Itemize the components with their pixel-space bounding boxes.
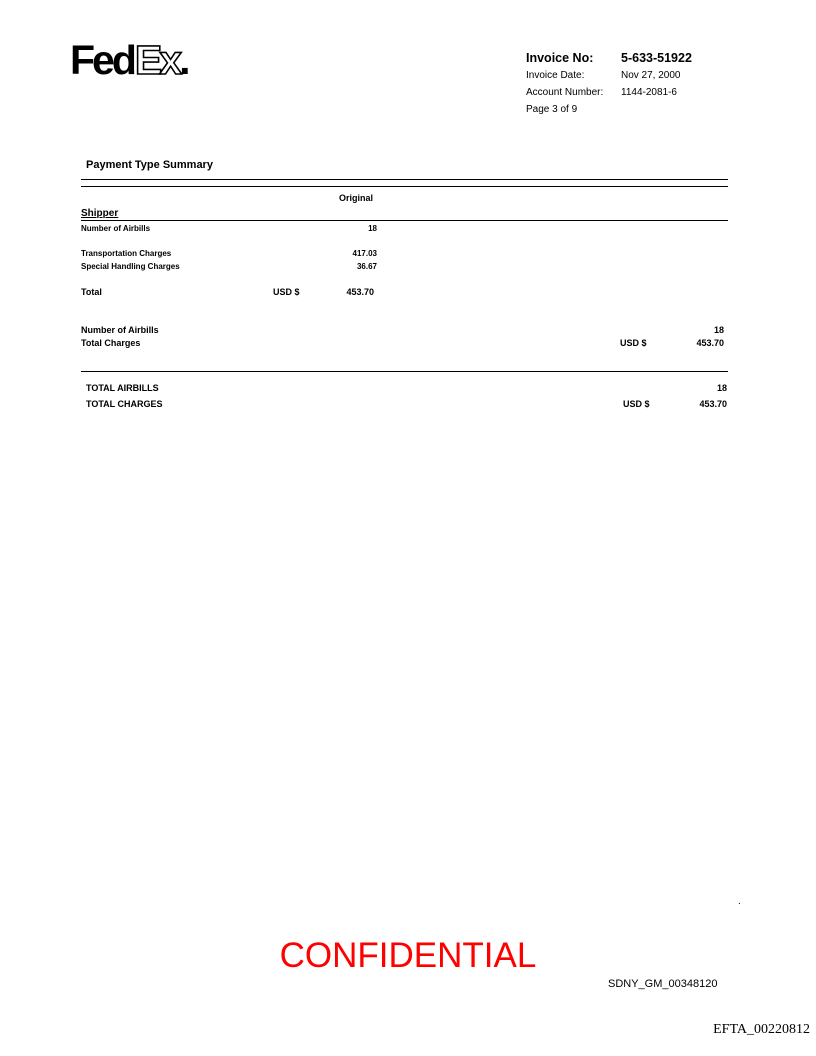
divider: [81, 186, 728, 187]
divider: [81, 220, 728, 221]
invoice-date-label: Invoice Date:: [526, 70, 585, 81]
invoice-no-value: 5-633-51922: [621, 51, 692, 65]
grand-total-charges-label: TOTAL CHARGES: [86, 399, 163, 409]
fedex-logo: [70, 37, 191, 83]
confidential-stamp: CONFIDENTIAL: [279, 936, 537, 975]
account-number-value: 1144-2081-6: [621, 87, 677, 98]
account-number-label: Account Number:: [526, 87, 604, 98]
logo-dot: .: [179, 37, 191, 83]
stray-dot: .: [738, 896, 741, 907]
column-header-original: Original: [339, 193, 374, 203]
total-charges-label: Total Charges: [81, 338, 141, 348]
divider: [81, 179, 728, 180]
shipper-num-airbills-label: Number of Airbills: [81, 224, 151, 233]
special-handling-value: 36.67: [356, 262, 377, 271]
transportation-charges-value: 417.03: [352, 249, 377, 258]
num-airbills-value: 18: [713, 325, 724, 335]
invoice-date-value: Nov 27, 2000: [621, 70, 681, 81]
grand-total-charges-value: 453.70: [699, 399, 727, 409]
logo-fed-text: Fed: [70, 37, 134, 83]
special-handling-label: Special Handling Charges: [81, 262, 180, 271]
divider: [81, 371, 728, 372]
shipper-total-value: 453.70: [346, 287, 374, 297]
num-airbills-label: Number of Airbills: [81, 325, 159, 335]
grand-total-airbills-label: TOTAL AIRBILLS: [86, 383, 159, 393]
shipper-total-currency: USD $: [273, 287, 300, 297]
shipper-num-airbills-value: 18: [368, 224, 377, 233]
page-indicator: Page 3 of 9: [526, 104, 578, 115]
invoice-header-values: [621, 50, 692, 101]
logo-ex-text: Ex: [134, 37, 180, 83]
section-title: Payment Type Summary: [86, 159, 213, 171]
invoice-header-labels: [526, 50, 603, 118]
transportation-charges-label: Transportation Charges: [81, 249, 172, 258]
shipper-total-label: Total: [81, 287, 102, 297]
grand-total-charges-currency: USD $: [623, 399, 650, 409]
total-charges-value: 453.70: [696, 338, 724, 348]
total-charges-currency: USD $: [620, 338, 647, 348]
invoice-no-label: Invoice No:: [526, 51, 594, 65]
shipper-heading: Shipper: [81, 208, 119, 219]
grand-total-airbills-value: 18: [716, 383, 727, 393]
efta-number: EFTA_00220812: [713, 1022, 810, 1037]
bates-number: SDNY_GM_00348120: [608, 978, 718, 990]
